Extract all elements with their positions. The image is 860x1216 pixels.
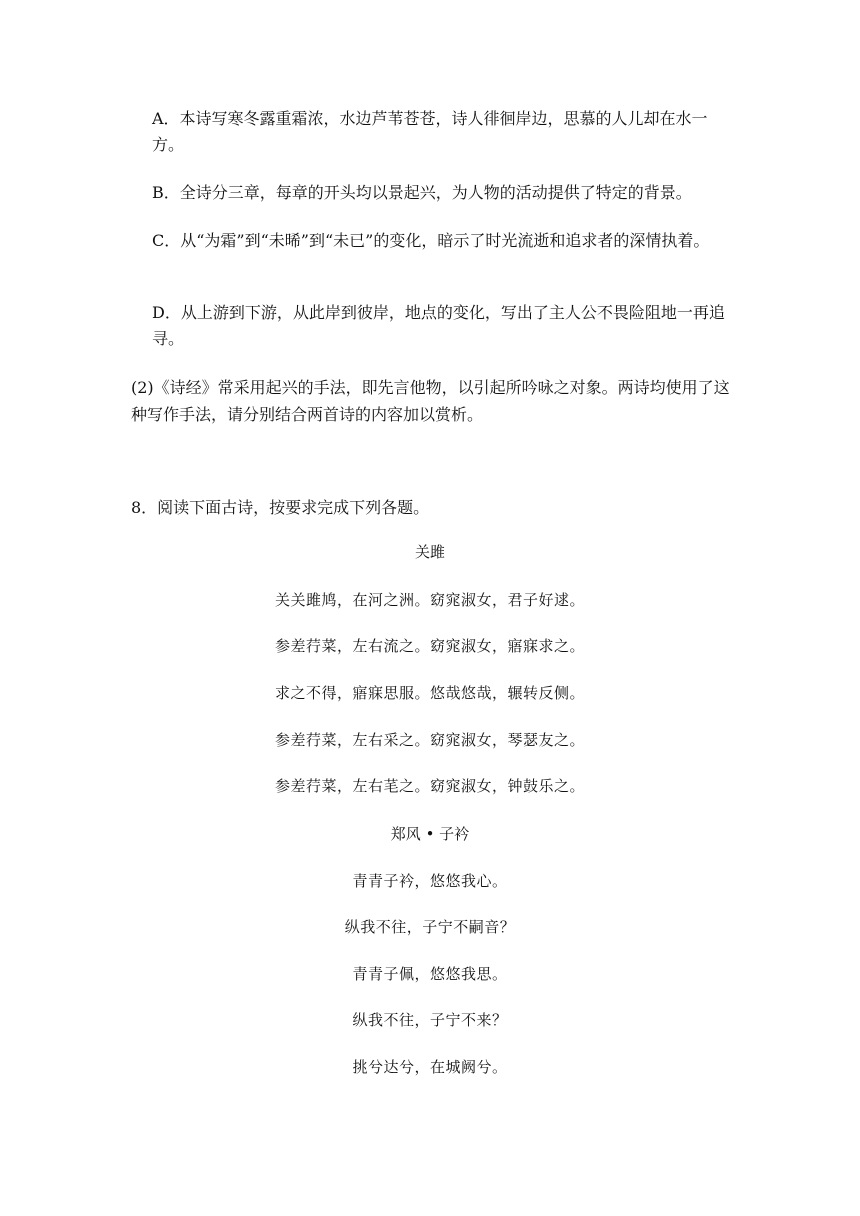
option-d: [152, 300, 737, 352]
poem1-line: 参差荇菜，左右芼之。窈窕淑女，钟鼓乐之。: [274, 777, 585, 795]
option-a: [152, 106, 737, 158]
poem2-line: 挑兮达兮，在城阙兮。: [352, 1058, 508, 1076]
poem2-title: 郑风 • 子衿: [390, 825, 470, 843]
option-d-text: D．从上游到下游，从此岸到彼岸，地点的变化，写出了主人公不畏险阻地一再追寻。: [152, 303, 725, 348]
question-2-text: (2)《诗经》常采用起兴的手法，即先言他物，以引起所吟咏之对象。两诗均使用了这种写作手法，请分别结合两首诗的内容加以赏析。: [131, 378, 730, 424]
option-b: [152, 180, 737, 206]
poem2-line: 青青子佩，悠悠我思。: [352, 965, 508, 983]
poem2-line: 青青子衿，悠悠我心。: [352, 872, 508, 890]
question-8-heading: 8．阅读下面古诗，按要求完成下列各题。: [131, 498, 430, 517]
question-2: [131, 374, 736, 428]
option-c: [152, 228, 737, 254]
option-b-text: B．全诗分三章，每章的开头均以景起兴，为人物的活动提供了特定的背景。: [152, 183, 692, 202]
poem1-line: 求之不得，寤寐思服。悠哉悠哉，辗转反侧。: [274, 684, 585, 702]
poem1-title: 关雎: [414, 543, 445, 561]
poem1-line: 参差荇菜，左右流之。窈窕淑女，寤寐求之。: [274, 637, 585, 655]
poem2-line: 纵我不往，子宁不来？: [352, 1011, 508, 1029]
poem1-line: 参差荇菜，左右采之。窈窕淑女，琴瑟友之。: [274, 731, 585, 749]
option-a-text: A．本诗写寒冬露重霜浓，水边芦苇苍苍，诗人徘徊岸边，思慕的人儿却在水一方。: [152, 109, 708, 154]
poem2-line: 纵我不往，子宁不嗣音？: [344, 918, 516, 936]
poem1-line: 关关雎鸠，在河之洲。窈窕淑女，君子好逑。: [274, 591, 585, 609]
option-c-text: C．从“为霜”到“未晞”到“未已”的变化，暗示了时光流逝和追求者的深情执着。: [152, 231, 710, 250]
